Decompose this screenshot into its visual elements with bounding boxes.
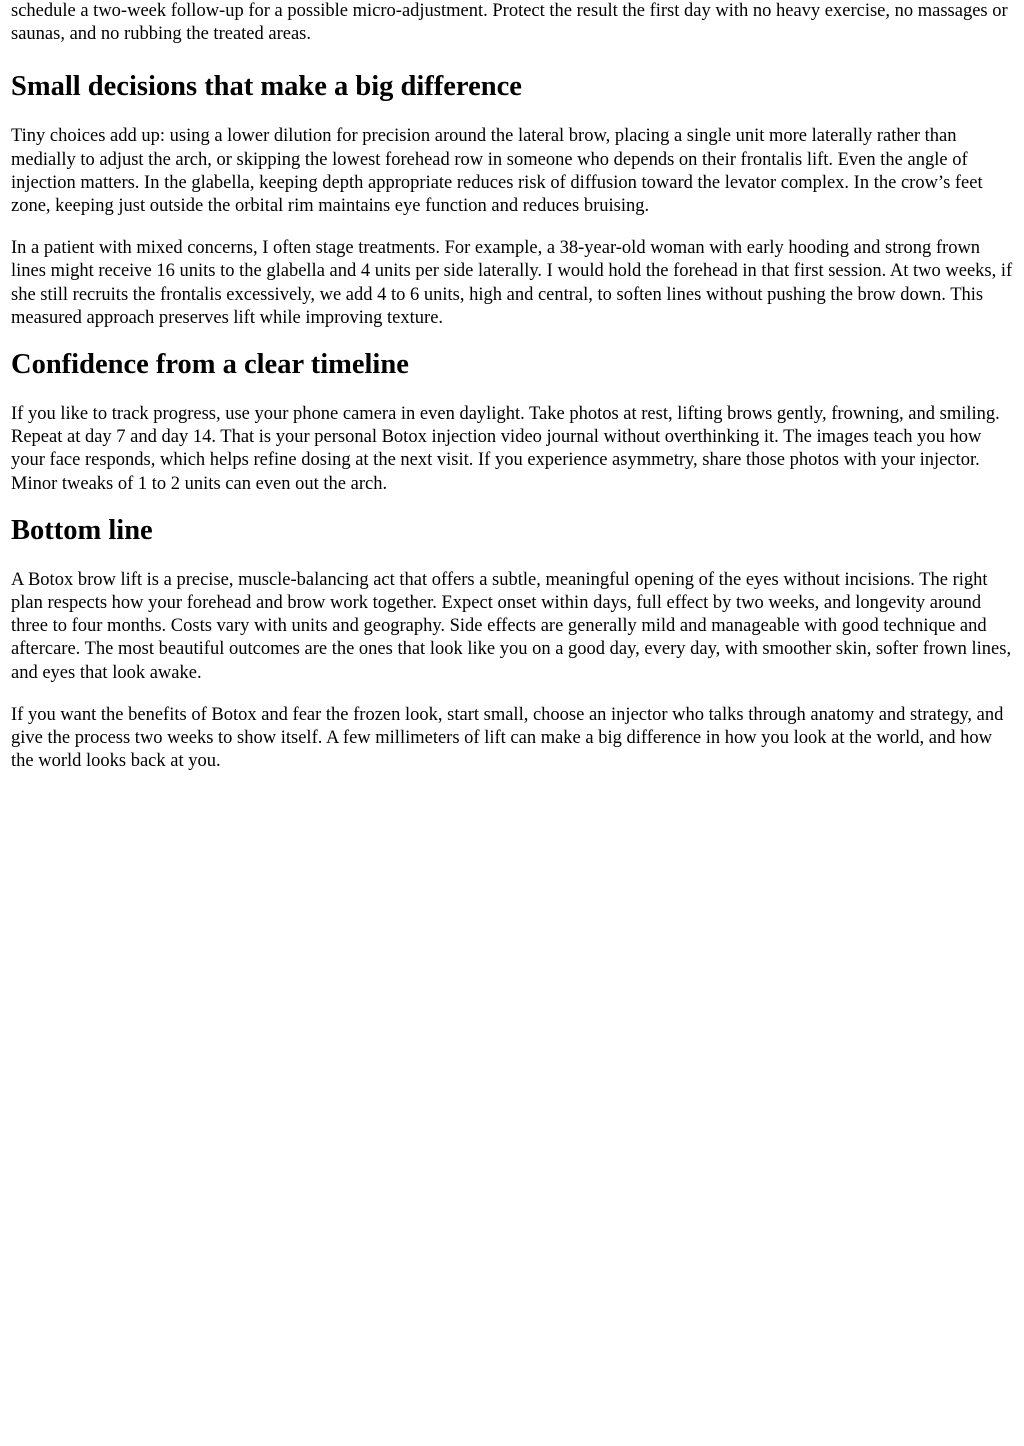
- section-heading-timeline: Confidence from a clear timeline: [11, 349, 409, 381]
- section-paragraph: Tiny choices add up: using a lower dilution for precision around the lateral brow, placing a single unit more laterally rather than medially to adjust the arch, or skipping the lowest forehead row in someone who depends on their frontalis lift. Even the angle of injection matters. In the glabella, keeping depth appropriate reduces risk of diffusion toward the levator complex. In the crow’s feet zone, keeping just outside the orbital rim maintains eye function and reduces bruising.: [11, 126, 983, 217]
- section-paragraph: In a patient with mixed concerns, I often stage treatments. For example, a 38-year-old woman with early hooding and strong frown lines might receive 16 units to the glabella and 4 units per side laterally. I would hold the forehead in that first session. At two weeks, if she still recruits the frontalis excessively, we add 4 to 6 units, high and central, to soften lines without pushing the brow down. This measured approach preserves lift while improving texture.: [11, 238, 1013, 328]
- continued-list-paragraph: schedule a two-week follow-up for a possible micro-adjustment. Protect the result the first day with no heavy exercise, no massages or saunas, and no rubbing the treated areas.: [11, 1, 1008, 45]
- section-heading-bottom-line: Bottom line: [11, 514, 153, 546]
- section-heading-small-decisions: Small decisions that make a big difference: [11, 71, 522, 103]
- section-paragraph: A Botox brow lift is a precise, muscle-balancing act that offers a subtle, meaningful opening of the eyes without incisions. The right plan respects how your forehead and brow work together. Expect onset within days, full effect by two weeks, and longevity around three to four months. Costs vary with units and geography. Side effects are generally mild and manageable with good technique and aftercare. The most beautiful outcomes are the ones that look like you on a good day, every day, with smoother skin, softer frown lines, and eyes that look awake.: [11, 569, 1012, 683]
- section-paragraph: If you like to track progress, use your phone camera in even daylight. Take photos at rest, lifting brows gently, frowning, and smiling. Repeat at day 7 and day 14. That is your personal Botox injection video journal without overthinking it. The images teach you how your face responds, which helps refine dosing at the next visit. If you experience asymmetry, share those photos with your injector. Minor tweaks of 1 to 2 units can even out the arch.: [11, 404, 1000, 494]
- section-paragraph: If you want the benefits of Botox and fear the frozen look, start small, choose an injector who talks through anatomy and strategy, and give the process two weeks to show itself. A few millimeters of lift can make a big difference in how you look at the world, and how the world looks back at you.: [11, 704, 1004, 772]
